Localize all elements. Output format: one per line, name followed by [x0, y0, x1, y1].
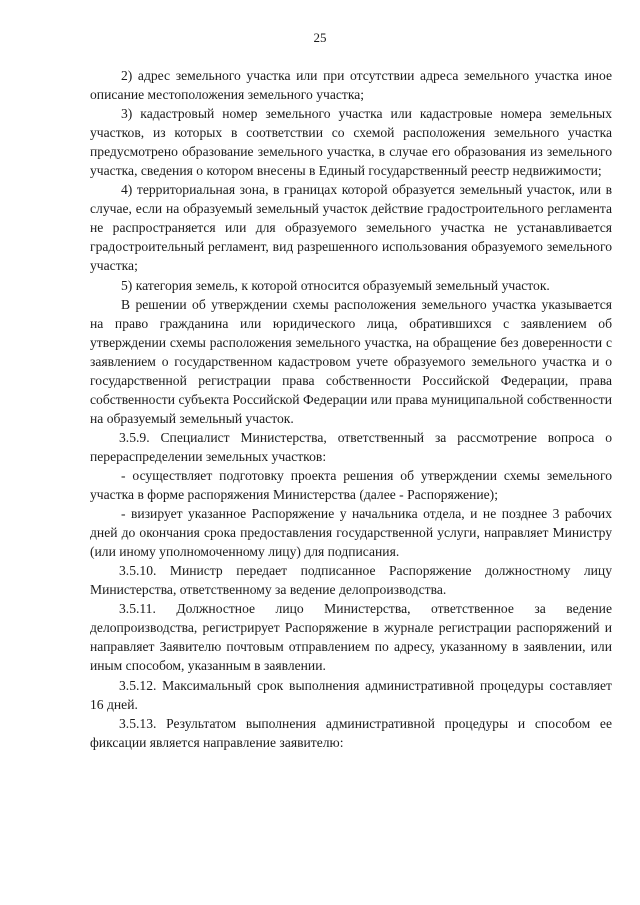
paragraph-3-5-13: 3.5.13. Результатом выполнения административной процедуры и способом ее фиксации является направление заявителю:: [90, 715, 612, 750]
paragraph-item-3: 3) кадастровый номер земельного участка или кадастровые номера земельных участков, из которых в соответствии со схемой расположения земельного участка предусмотрено образование земельного участка, в случае его образования из земельного участка, сведения о котором внесены в Единый государственный реестр недвижимости;: [90, 106, 612, 179]
page-number: 25: [313, 30, 327, 45]
paragraph-item-2: 2) адрес земельного участка или при отсутствии адреса земельного участка иное описание местоположения земельного участка;: [90, 68, 612, 103]
paragraph-3-5-11: 3.5.11. Должностное лицо Министерства, ответственное за ведение делопроизводства, регистрирует Распоряжение в журнале регистрации распоряжений и направляет Заявителю почтовым отправлением по адресу, указанному в заявлении, или иным способом, указанным в заявлении.: [90, 601, 612, 674]
paragraph-3-5-9-approve: - визирует указанное Распоряжение у начальника отдела, и не позднее 3 рабочих дней до окончания срока предоставления государственной услуги, направляет Министру (или иному уполномоченному лицу) для подписания.: [90, 506, 612, 560]
paragraph-item-4: 4) территориальная зона, в границах которой образуется земельный участок, или в случае, если на образуемый земельный участок действие градостроительного регламента не распространяется или для образуемого земельного участка не устанавливается градостроительный регламент, вид разрешенного использования образуемого земельного участка;: [90, 182, 612, 274]
body-text: [90, 66, 612, 752]
paragraph-3-5-12: 3.5.12. Максимальный срок выполнения административной процедуры составляет 16 дней.: [90, 677, 612, 712]
paragraph-3-5-10: 3.5.10. Министр передает подписанное Распоряжение должностному лицу Министерства, ответственному за ведение делопроизводства.: [90, 563, 612, 598]
paragraph-3-5-9-prepare: - осуществляет подготовку проекта решения об утверждении схемы земельного участка в форме распоряжения Министерства (далее - Распоряжение);: [90, 467, 612, 503]
paragraph-3-5-9: 3.5.9. Специалист Министерства, ответственный за рассмотрение вопроса о перераспределении земельных участков:: [90, 429, 612, 464]
paragraph-item-5: 5) категория земель, к которой относится образуемый земельный участок.: [121, 277, 550, 293]
paragraph-decision-rights: В решении об утверждении схемы расположения земельного участка указывается на право гражданина или юридического лица, обратившихся с заявлением об утверждении схемы расположения земельного участка, на обращение без доверенности с заявлением о государственном кадастровом учете образуемого земельного участка и о государственной регистрации права собственности Российской Федерации, права собственности субъекта Российской Федерации или права муниципальной собственности на образуемый земельный участок.: [90, 296, 612, 426]
